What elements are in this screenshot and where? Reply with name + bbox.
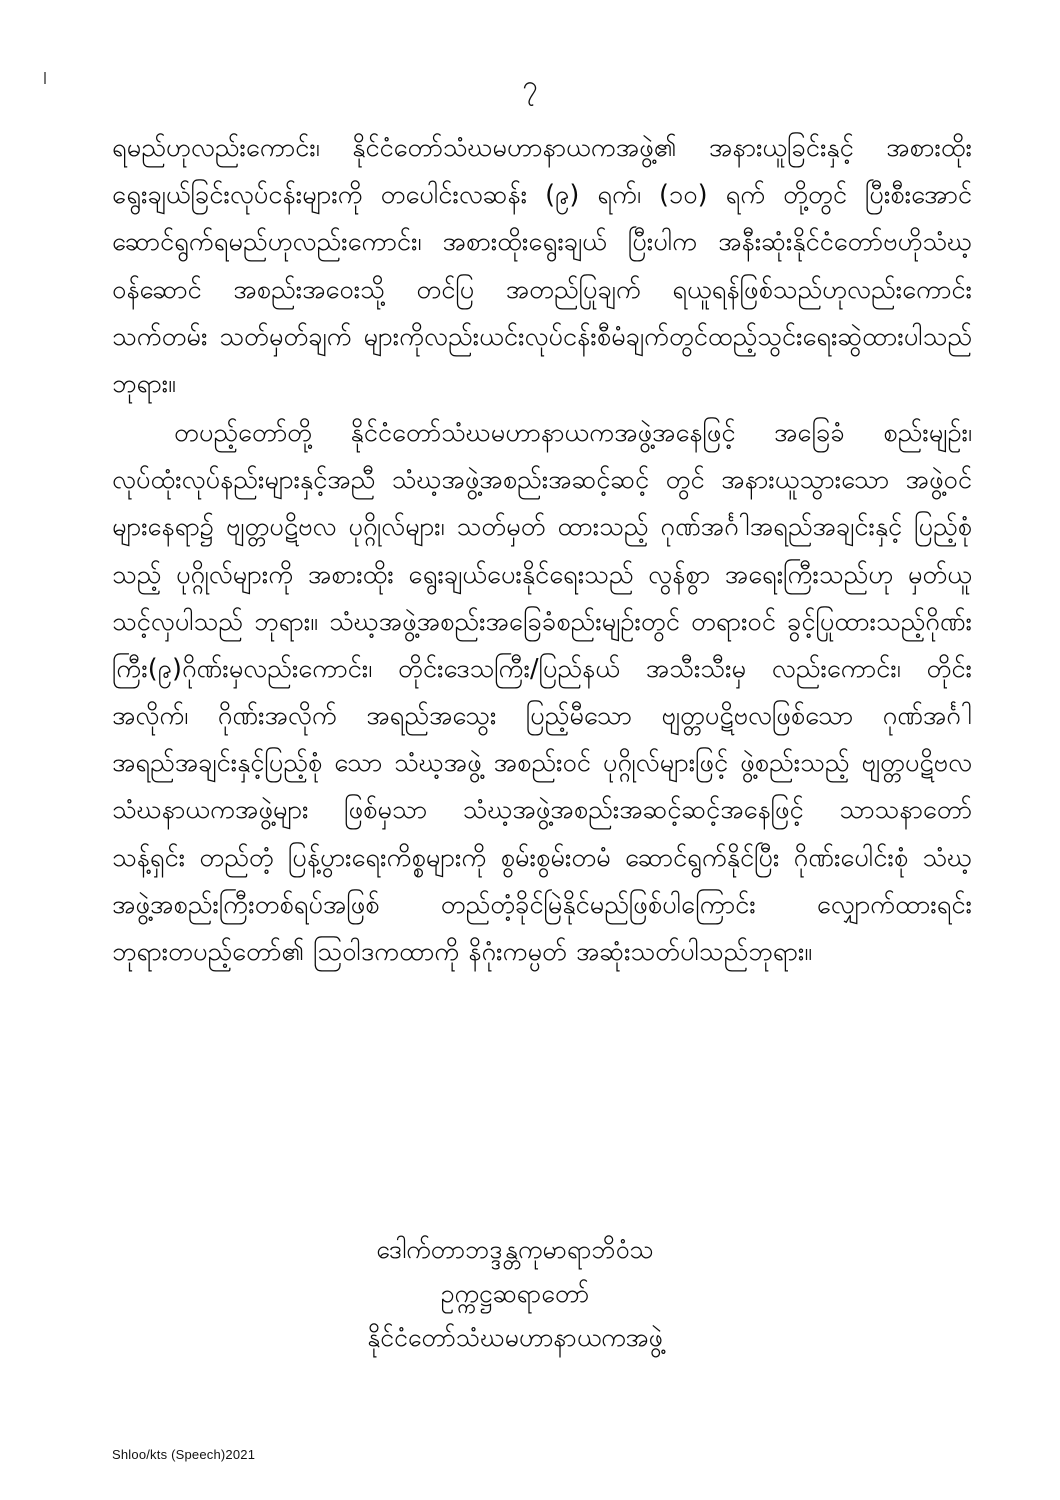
footer-note: Shloo/kts (Speech)2021	[112, 1447, 256, 1462]
signature-block	[0, 1228, 1060, 1359]
page-number: ၇	[522, 70, 538, 101]
signature-organization: နိုင်ငံတော်သံဃမဟာနာယကအဖွဲ့	[367, 1322, 663, 1352]
paragraph-1: ရမည်ဟုလည်းကောင်း၊ နိုင်ငံတော်သံဃမဟာနာယကအဖွဲ့၏ အနားယူခြင်းနှင့် အစားထိုးရွေးချယ်ခြင်းလုပ်ငန်းများကို တပေါင်းလဆန်း (၉) ရက်၊ (၁၀) ရက် တို့တွင် ပြီးစီးအောင် ဆောင်ရွက်ရမည်ဟုလည်းကောင်း၊ အစားထိုးရွေးချယ် ပြီးပါက အနီးဆုံးနိုင်ငံတော်ဗဟိုသံဃ့ဝန်ဆောင် အစည်းအဝေးသို့ တင်ပြ အတည်ပြုချက် ရယူရန်ဖြစ်သည်ဟုလည်းကောင်း သက်တမ်း သတ်မှတ်ချက် များကိုလည်းယင်းလုပ်ငန်းစီမံချက်တွင်ထည့်သွင်းရေးဆွဲထားပါသည် ဘုရား။	[112, 133, 972, 399]
signature-name: ဒေါက်တာဘဒ္ဒန္တကုမာရာဘိဝံသ	[376, 1235, 654, 1264]
signature-title: ဥက္ကဋ္ဌဆရာတော်	[440, 1278, 590, 1308]
paragraph-2: တပည့်တော်တို့ နိုင်ငံတော်သံဃမဟာနာယကအဖွဲ့အနေဖြင့် အခြေခံ စည်းမျဉ်း၊ လုပ်ထုံးလုပ်နည်းများနှင့်အညီ သံဃ့အဖွဲ့အစည်းအဆင့်ဆင့် တွင် အနားယူသွားသော အဖွဲ့ဝင်များနေရာ၌ ဗျတ္တပဋိဗလ ပုဂ္ဂိုလ်များ၊ သတ်မှတ် ထားသည့် ဂုဏ်အင်္ဂါအရည်အချင်းနှင့် ပြည့်စုံသည့် ပုဂ္ဂိုလ်များကို အစားထိုး ရွေးချယ်ပေးနိုင်ရေးသည် လွန်စွာ အရေးကြီးသည်ဟု မှတ်ယူ သင့်လှပါသည် ဘုရား။ သံဃ့အဖွဲ့အစည်းအခြေခံစည်းမျဉ်းတွင် တရားဝင် ခွင့်ပြုထားသည့်ဂိုဏ်းကြီး(၉)ဂိုဏ်းမှလည်းကောင်း၊ တိုင်းဒေသကြီး/ပြည်နယ် အသီးသီးမှ လည်းကောင်း၊ တိုင်းအလိုက်၊ ဂိုဏ်းအလိုက် အရည်အသွေး ပြည့်မီသော ဗျတ္တပဋိဗလဖြစ်သော ဂုဏ်အင်္ဂါအရည်အချင်းနှင့်ပြည့်စုံ သော သံဃ့အဖွဲ့ အစည်းဝင် ပုဂ္ဂိုလ်များဖြင့် ဖွဲ့စည်းသည့် ဗျတ္တပဋိဗလ သံဃနာယကအဖွဲ့များ ဖြစ်မှသာ သံဃ့အဖွဲ့အစည်းအဆင့်ဆင့်အနေဖြင့် သာသနာတော် သန့်ရှင်း တည်တံ့ ပြန့်ပွားရေးကိစ္စများကို စွမ်းစွမ်းတမံ ဆောင်ရွက်နိုင်ပြီး ဂိုဏ်းပေါင်းစုံ သံဃ့အဖွဲ့အစည်းကြီးတစ်ရပ်အဖြစ် တည်တံ့ခိုင်မြဲနိုင်မည်ဖြစ်ပါကြောင်း လျှောက်ထားရင်း ဘုရားတပည့်တော်၏ သြဝါဒကထာကို နိဂုံးကမ္ပတ် အဆုံးသတ်ပါသည်ဘုရား။	[112, 418, 972, 967]
document-body	[112, 125, 972, 978]
